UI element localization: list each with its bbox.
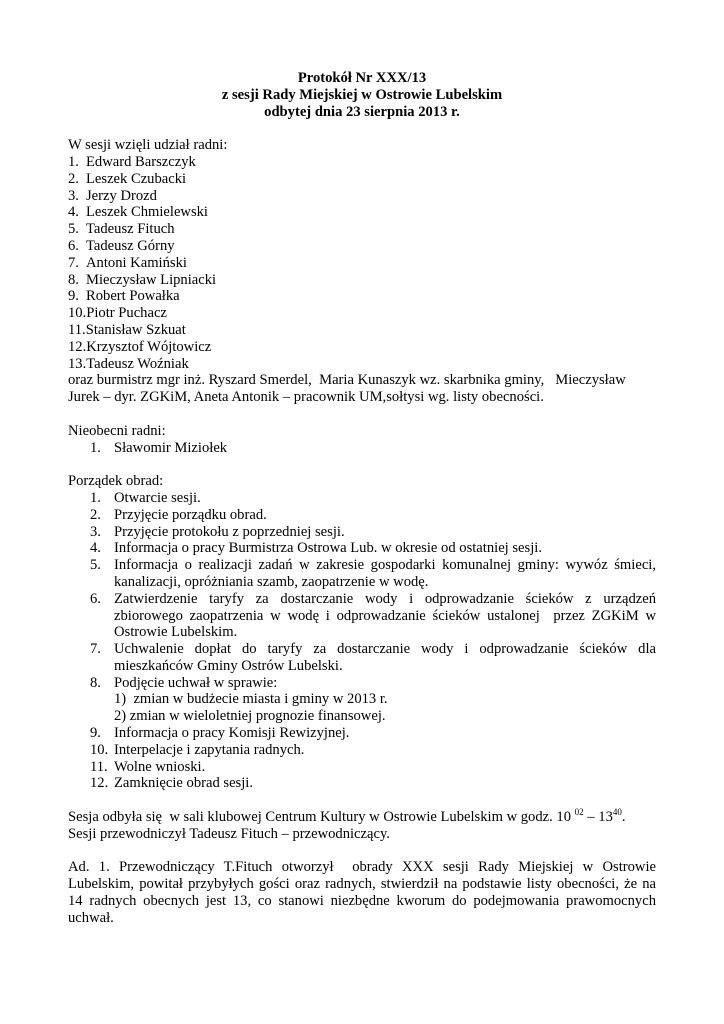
attendee-item: 6. Tadeusz Górny [68, 237, 175, 254]
session-time-line [68, 809, 656, 826]
agenda-item: 7. Uchwalenie dopłat do taryfy za dostarczanie wody i odprowadzanie ścieków dla mieszkańców Gminy Ostrów Lubelski. [90, 641, 656, 674]
agenda-subitems [68, 691, 656, 725]
document-page [68, 70, 660, 927]
agenda-item: 3. Przyjęcie protokołu z poprzedniej sesji. [90, 523, 345, 540]
session-start-minutes: 02 [574, 807, 584, 818]
session-location: Sesja odbyła się w sali klubowej Centrum Kultury w Ostrowie Lubelskim w godz. 10 [68, 809, 572, 826]
attendee-item: 7. Antoni Kamiński [68, 254, 187, 271]
attendee-item: 2. Leszek Czubacki [68, 170, 187, 187]
attendee-item: 1. Edward Barszczyk [68, 153, 196, 170]
agenda-item: 11. Wolne wnioski. [90, 758, 206, 775]
agenda-subitem: 1) zmian w budżecie miasta i gminy w 2013 r. [114, 691, 388, 708]
agenda-item: 10. Interpelacje i zapytania radnych. [90, 741, 305, 758]
attendee-item: 9. Robert Powałka [68, 288, 180, 305]
attendee-item: 3. Jerzy Drozd [68, 187, 157, 204]
attendee-item: 12. Krzysztof Wójtowicz [68, 338, 212, 355]
session-end-period: . [621, 809, 626, 826]
protocol-title: Protokół Nr XXX/13 [297, 70, 427, 86]
agenda-item: 9. Informacja o pracy Komisji Rewizyjnej. [90, 725, 350, 742]
session-dash: – 13 [583, 809, 613, 826]
attendees-intro: W sesji wzięli udział radni: [68, 137, 228, 154]
protocol-subtitle: z sesji Rady Miejskiej w Ostrowie Lubelskim [221, 86, 503, 103]
agenda-item: 8. Podjęcie uchwał w sprawie: [90, 674, 278, 691]
attendee-item: 13. Tadeusz Woźniak [68, 355, 189, 372]
other-attendees-line-2: Jurek – dyr. ZGKiM, Aneta Antonik – pracownik UM,sołtysi wg. listy obecności. [68, 389, 544, 406]
attendee-item: 11. Stanisław Szkuat [68, 321, 186, 338]
agenda-item: 4. Informacja o pracy Burmistrza Ostrowa Lub. w okresie od ostatniej sesji. [90, 540, 542, 557]
protocol-date: odbytej dnia 23 sierpnia 2013 r. [264, 103, 460, 120]
attendee-item: 10. Piotr Puchacz [68, 305, 167, 322]
attendee-item: 8. Mieczysław Lipniacki [68, 271, 217, 288]
agenda-item: 1. Otwarcie sesji. [90, 489, 201, 506]
agenda-subitem: 2) zmian w wieloletniej prognozie finansowej. [114, 708, 386, 725]
absent-list [68, 440, 656, 457]
absent-intro: Nieobecni radni: [68, 422, 166, 439]
attendees-list [68, 154, 656, 372]
other-attendees-line-1: oraz burmistrz mgr inż. Ryszard Smerdel, Maria Kunaszyk wz. skarbnika gminy, Mieczysław [68, 372, 626, 389]
ad1-paragraph: Ad. 1. Przewodniczący T.Fituch otworzył obrady XXX sesji Rady Miejskiej w Ostrowie Lubelskim, powitał przybyłych gości oraz radnych, stwierdził na podstawie listy obecności, że na 14 radnych obecnych jest 13, co stanowi niezbędne kworum do podejmowania prawomocnych uchwał. [68, 859, 660, 926]
absent-item: 1. Sławomir Miziołek [90, 439, 228, 456]
agenda-item: 2. Przyjęcie porządku obrad. [90, 506, 267, 523]
agenda-item: 6. Zatwierdzenie taryfy za dostarczanie wody i odprowadzanie ścieków z urządzeń zbiorowego zaopatrzenia w wodę i odprowadzanie ścieków ustalonej przez ZGKiM w Ostrowie Lubelskim. [90, 590, 660, 641]
attendee-item: 5. Tadeusz Fituch [68, 221, 175, 238]
agenda-list-continued [68, 725, 656, 792]
agenda-item: 5. Informacja o realizacji zadań w zakresie gospodarki komunalnej gminy: wywóz śmieci, kanalizacji, opróżniania szamb, zaopatrzenie w wodę. [90, 557, 656, 590]
attendee-item: 4. Leszek Chmielewski [68, 204, 208, 221]
agenda-intro: Porządek obrad: [68, 473, 164, 490]
session-end-minutes: 40 [612, 807, 622, 818]
agenda-item: 12. Zamknięcie obrad sesji. [90, 775, 253, 792]
agenda-list [68, 489, 660, 692]
session-chair: Sesji przewodniczył Tadeusz Fituch – przewodniczący. [68, 825, 390, 842]
